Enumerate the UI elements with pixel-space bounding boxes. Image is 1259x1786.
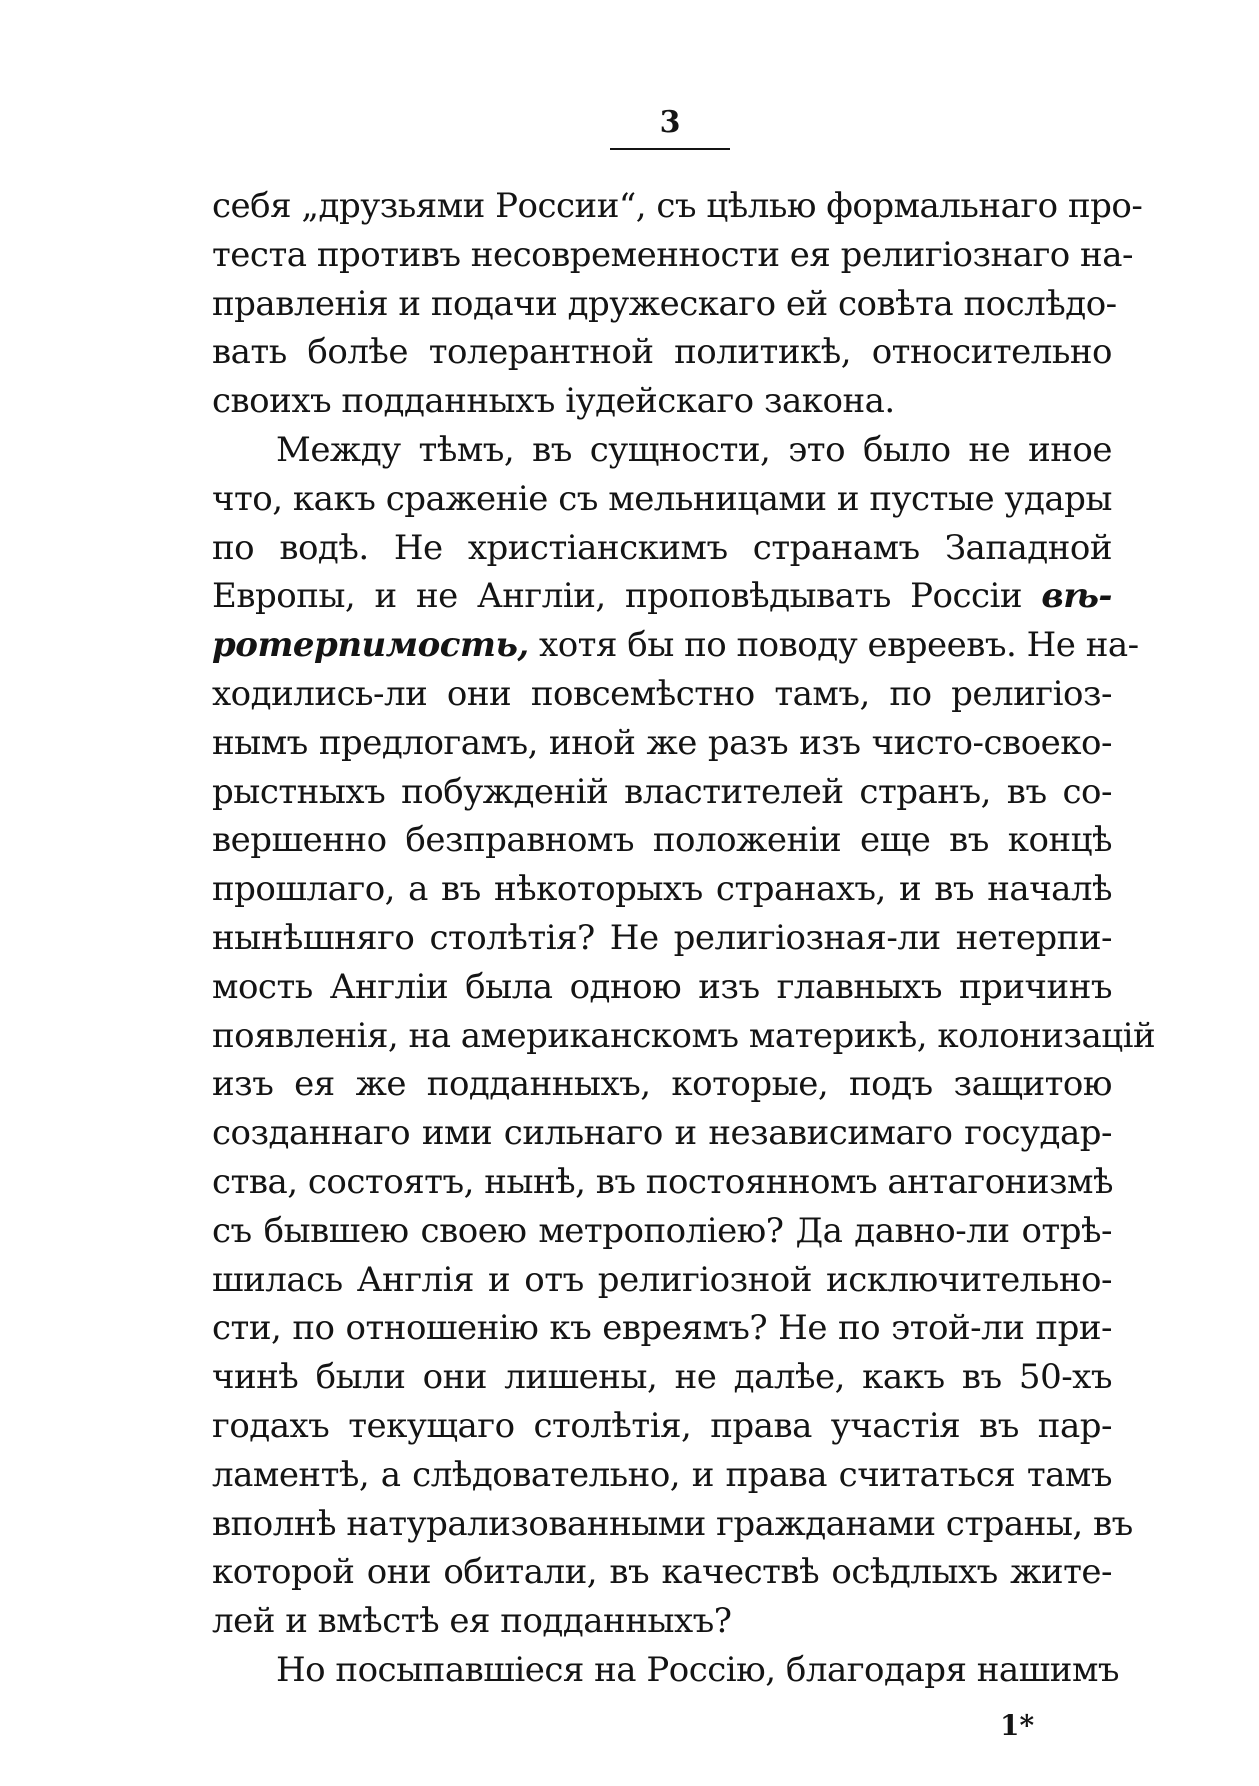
text-line: себя „друзьями России“, съ цѣлью формальнаго про-	[212, 186, 1143, 226]
text-line: созданнаго ими сильнаго и независимаго государ-	[212, 1113, 1112, 1154]
text-line: по водѣ. Не христіанскимъ странамъ Западной	[212, 527, 1112, 568]
text-line: чинѣ были они лишены, не далѣе, какъ въ 50-хъ	[212, 1357, 1112, 1398]
text-line: нынѣшняго столѣтія? Не религіозная-ли нетерпи-	[212, 917, 1112, 958]
body-text	[212, 182, 1156, 1695]
text-line: вершенно безправномъ положеніи еще въ концѣ	[212, 820, 1112, 861]
text-line: прошлаго, а въ нѣкоторыхъ странахъ, и въ началѣ	[212, 869, 1112, 910]
text-line: рыстныхъ побужденій властителей странъ, въ со-	[212, 771, 1112, 812]
text-line: которой они обитали, въ качествѣ осѣдлыхъ жите-	[212, 1552, 1112, 1593]
text-line: правленія и подачи дружескаго ей совѣта послѣдо-	[212, 283, 1117, 324]
text-line: появленія, на американскомъ материкѣ, колонизацій	[212, 1015, 1156, 1056]
paragraph-start-line: Между тѣмъ, въ сущности, это было не иное	[276, 429, 1112, 470]
emphasized-word: ротерпимость,	[212, 625, 529, 666]
text-line: сти, по отношенію къ евреямъ? Не по этой-ли при-	[212, 1308, 1112, 1349]
text-line: теста противъ несовременности ея религіознаго на-	[212, 234, 1133, 275]
text-line: вполнѣ натурализованными гражданами страны, въ	[212, 1503, 1133, 1544]
text-line: ламентѣ, а слѣдовательно, и права считаться тамъ	[212, 1454, 1112, 1495]
text-line-with-emphasis	[212, 572, 1112, 621]
text-line: ства, состоятъ, нынѣ, въ постоянномъ антагонизмѣ	[212, 1161, 1113, 1202]
text-line: ходились-ли они повсемѣстно тамъ, по религіоз-	[212, 673, 1112, 714]
text-line: что, какъ сраженіе съ мельницами и пустые удары	[212, 478, 1112, 519]
page-number: 3	[659, 105, 681, 140]
text-line: нымъ предлогамъ, иной же разъ изъ чисто-своеко-	[212, 722, 1112, 763]
text-line: лей и вмѣстѣ ея подданныхъ?	[212, 1601, 732, 1642]
text-line: мость Англіи была одною изъ главныхъ причинъ	[212, 966, 1112, 1007]
emphasized-word: вѣ-	[1041, 576, 1112, 617]
text-line-with-emphasis	[212, 621, 1139, 670]
text-line: вать болѣе толерантной политикѣ, относительно	[212, 332, 1112, 373]
text-segment: хотя бы по поводу евреевъ. Не на-	[528, 625, 1139, 666]
header-rule	[610, 148, 730, 150]
paragraph-start-line: Но посыпавшіеся на Россію, благодаря нашимъ	[276, 1649, 1120, 1690]
text-line: годахъ текущаго столѣтія, права участія въ пар-	[212, 1405, 1112, 1446]
printer-signature-mark: 1*	[1000, 1709, 1035, 1742]
text-line: изъ ея же подданныхъ, которые, подъ защитою	[212, 1064, 1112, 1105]
text-line: своихъ подданныхъ іудейскаго закона.	[212, 381, 895, 422]
text-segment: Европы, и не Англіи, проповѣдывать Россіи	[212, 576, 1042, 617]
text-line: съ бывшею своею метрополіею? Да давно-ли отрѣ-	[212, 1210, 1112, 1251]
text-line: шилась Англія и отъ религіозной исключительно-	[212, 1259, 1112, 1300]
